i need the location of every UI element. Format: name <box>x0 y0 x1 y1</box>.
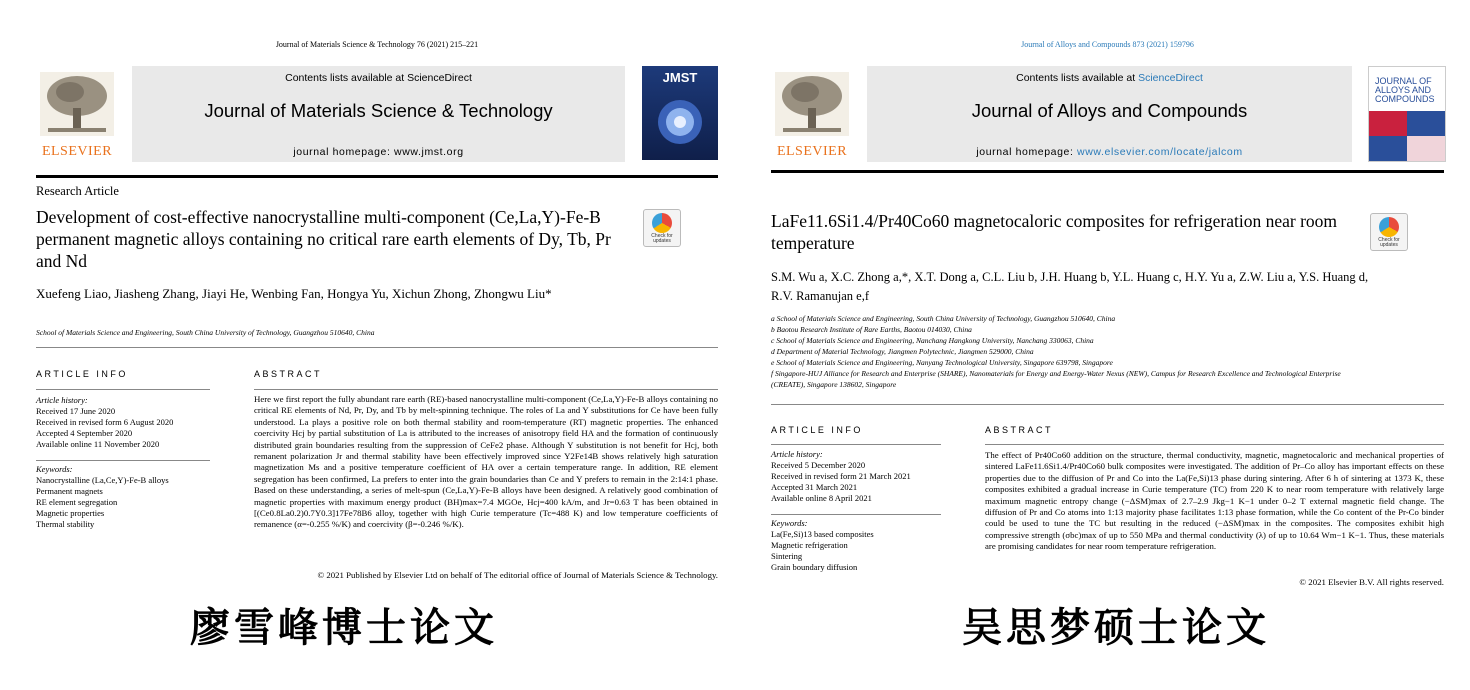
cover-title: JOURNAL OF ALLOYS AND COMPOUNDS <box>1375 76 1435 104</box>
elsevier-logo <box>36 66 118 160</box>
elsevier-tree-icon <box>40 72 114 136</box>
journal-homepage: journal homepage: www.elsevier.com/locate/jalcom <box>976 146 1243 158</box>
section-rule <box>771 404 1444 405</box>
history-item: Received in revised form 21 March 2021 <box>771 471 911 481</box>
journal-cover <box>642 66 718 160</box>
contents-available: Contents lists available at ScienceDirect <box>1016 72 1203 84</box>
keyword: Magnetic refrigeration <box>771 540 848 550</box>
article-type: Research Article <box>36 184 119 198</box>
homepage-link[interactable]: www.elsevier.com/locate/jalcom <box>1077 146 1243 158</box>
article-title: Development of cost-effective nanocrystalline multi-component (Ce,La,Y)-Fe-B permanent magnetic alloys containing no critical rare earth elements of Dy, Tb, Pr and Nd <box>36 207 611 271</box>
masthead <box>771 66 1444 174</box>
keyword: Nanocrystalline (La,Ce,Y)-Fe-B alloys <box>36 475 169 485</box>
keyword: Grain boundary diffusion <box>771 562 858 572</box>
keywords: Keywords: La(Fe,Si)13 based composites Magnetic refrigeration Sintering Grain boundary diffusion <box>771 518 941 573</box>
copyright: © 2021 Published by Elsevier Ltd on behalf of The editorial office of Journal of Materials Science & Technology. <box>317 570 718 580</box>
keywords-rule <box>36 460 210 461</box>
check-updates-icon <box>1379 217 1399 237</box>
article-title: LaFe11.6Si1.4/Pr40Co60 magnetocaloric composites for refrigeration near room temperature <box>771 211 1338 253</box>
history-item: Received 5 December 2020 <box>771 460 866 470</box>
keywords-rule <box>771 514 941 515</box>
article-info-heading: ARTICLE INFO <box>36 369 128 379</box>
affiliation-item: d Department of Material Technology, Jiangmen Polytechnic, Jiangmen 529000, China <box>771 347 1034 356</box>
affiliation-item: b Baotou Research Institute of Rare Earths, Baotou 014030, China <box>771 325 972 334</box>
journal-homepage: journal homepage: www.jmst.org <box>293 146 464 158</box>
contents-available: Contents lists available at ScienceDirect <box>285 72 472 84</box>
affiliation-item: f Singapore-HUJ Alliance for Research and Enterprise (SHARE), Nanomaterials for Energy and Energy-Water Nexus (NEW), Campus for Research Excellence and Technological Enterprise (CREATE), Singapore 138602, Singapore <box>771 369 1341 389</box>
masthead-rule <box>771 170 1444 173</box>
history-item: Received in revised form 6 August 2020 <box>36 417 174 427</box>
history-item: Available online 11 November 2020 <box>36 439 160 449</box>
publisher-name: ELSEVIER <box>776 144 848 159</box>
elsevier-tree-icon <box>775 72 849 136</box>
keyword: Magnetic properties <box>36 508 105 518</box>
affiliation-item: a School of Materials Science and Engineering, South China University of Technology, Guangzhou 510640, China <box>771 314 1116 323</box>
abstract-text: Here we first report the fully abundant rare earth (RE)-based nanocrystalline multi-component (Ce,La,Y)-Fe-B alloys containing no critical RE elements of Nd, Pr, Dy, and Tb by melt-spinning technique. The roles of La and Y substitutions for Ce have been fully understood. La plays a positive role on both thermal stability and room-temperature (RT) magnetic properties. The enhanced coercivity Hcj by partial substitution of La is attributed to the increases of anisotropy field HA and the formation of continuously distributed grain boundaries resulting from the suppression of CeFe2 phase. Although Y substitution is not benefit for Hcj, both remanent polarization Jr and thermal stability have been effectively improved since Y2Fe14B shows relatively high saturation magnetization Ms and a positive temperature coefficient of HA over a certain temperature range. In addition, RE element segregation has been confirmed, La prefers to enter into the grain boundaries than Ce and Y prefers to remain in the 2:14:1 phase. Based on these understanding, a series of melt-spun (Ce,La,Y)-Fe-B alloys have been designed. A relatively good combination of magnetic properties with maximum energy product (BH)max=7.4 MGOe, Hcj=400 kA/m, and Jr=0.63 T has been obtained in [(Ce0.8La0.2)0.7Y0.3]17Fe78B6 alloy, together with high Curie temperature (Tc=488 K) and low temperature coefficients of remanence (α=-0.255 %/K) and coercivity (β=-0.246 %/K). <box>254 394 718 530</box>
author-list: S.M. Wu a, X.C. Zhong a,*, X.T. Dong a, C.L. Liu b, J.H. Huang b, Y.L. Huang c, H.Y. Yu a, Z.W. Liu a, Y.S. Huang d, R.V. Ramanujan e,f <box>771 270 1369 303</box>
check-for-updates-badge[interactable]: Check for updates <box>643 209 681 247</box>
affiliation: School of Materials Science and Engineering, South China University of Technology, Guangzhou 510640, China <box>36 328 375 337</box>
masthead-rule <box>36 175 718 178</box>
caption-right: 吴思梦硕士论文 <box>962 604 1270 651</box>
journal-name: Journal of Alloys and Compounds <box>971 100 1248 121</box>
abstract-heading: ABSTRACT <box>254 369 323 379</box>
affiliation-item: c School of Materials Science and Engineering, Nanchang Hangkong University, Nanchang 330063, China <box>771 336 1094 345</box>
author-list: Xuefeng Liao, Jiasheng Zhang, Jiayi He, Wenbing Fan, Hongya Yu, Xichun Zhong, Zhongwu Liu* <box>36 286 552 301</box>
elsevier-logo <box>771 66 853 160</box>
journal-reference[interactable]: Journal of Alloys and Compounds 873 (2021) 159796 <box>1021 40 1194 49</box>
history-item: Available online 8 April 2021 <box>771 493 872 503</box>
keyword: La(Fe,Si)13 based composites <box>771 529 874 539</box>
affiliations <box>771 313 1371 390</box>
abstract-text: The effect of Pr40Co60 addition on the structure, thermal conductivity, magnetic, magnetocaloric and mechanical properties of sintered LaFe11.6Si1.4/Pr40Co60 bulk composites were investigated. The addition of Pr–Co alloy has important effects on these properties due to the diffusion of Pr and Co into the La(Fe,Si)13 phase during sintering. After 6 h of sintering at 1373 K, these composites exhibited a gradual increase in Curie temperature (TC) from 220 K to near room temperature with relatively large maximum magnetic entropy change (−ΔSM)max of 2.7–2.9 Jkg−1 K−1 under 0–2 T external magnetic field change. The diffusion of Pr and Co atoms into 1:13 majority phase facilitates 1:13 phase formation, while the Co content of the Pr-Co binder could be used to tune the TC but resulting in the reduced (−ΔSM)max in the composites. The composites exhibit high compressive strength (σbc)max of up to 550 MPa and thermal conductivity (λ) of up to 10.64 Wm−1 K−1. Thus, these materials are promising candidates for near room temperature refrigeration. <box>985 450 1444 552</box>
cover-title: JMST <box>662 70 698 85</box>
keyword: Permanent magnets <box>36 486 103 496</box>
publisher-name: ELSEVIER <box>41 144 113 159</box>
affiliation-item: e School of Materials Science and Engineering, Nanyang Technological University, Singapore 639798, Singapore <box>771 358 1113 367</box>
abstract-rule <box>254 389 718 390</box>
keywords: Keywords: Nanocrystalline (La,Ce,Y)-Fe-B alloys Permanent magnets RE element segregation Magnetic properties Thermal stability <box>36 464 210 530</box>
history-item: Received 17 June 2020 <box>36 406 116 416</box>
info-rule <box>36 389 210 390</box>
abstract-rule <box>985 444 1444 445</box>
journal-name: Journal of Materials Science & Technology <box>204 100 553 121</box>
article-history: Article history: Received 5 December 2020 Received in revised form 21 March 2021 Accepted 31 March 2021 Available online 8 April 2021 <box>771 449 941 504</box>
cover-art-icon <box>650 92 710 152</box>
section-rule <box>36 347 718 348</box>
journal-band <box>867 66 1352 162</box>
journal-reference: Journal of Materials Science & Technology 76 (2021) 215–221 <box>275 40 479 49</box>
history-item: Accepted 4 September 2020 <box>36 428 133 438</box>
journal-band <box>132 66 625 162</box>
abstract-heading: ABSTRACT <box>985 425 1054 435</box>
caption-left: 廖雪峰博士论文 <box>190 604 498 651</box>
masthead <box>36 66 718 174</box>
keyword: Thermal stability <box>36 519 95 529</box>
history-item: Accepted 31 March 2021 <box>771 482 858 492</box>
article-history: Article history: Received 17 June 2020 Received in revised form 6 August 2020 Accepted 4 September 2020 Available online 11 November 2020 <box>36 395 210 450</box>
cover-art-icon <box>1369 111 1445 161</box>
article-info-heading: ARTICLE INFO <box>771 425 863 435</box>
check-updates-icon <box>652 213 672 233</box>
info-rule <box>771 444 941 445</box>
journal-cover <box>1368 66 1446 162</box>
sciencedirect-link[interactable]: ScienceDirect <box>1138 72 1203 84</box>
keyword: Sintering <box>771 551 803 561</box>
check-for-updates-badge[interactable]: Check for updates <box>1370 213 1408 251</box>
copyright: © 2021 Elsevier B.V. All rights reserved. <box>1299 577 1444 587</box>
keyword: RE element segregation <box>36 497 118 507</box>
